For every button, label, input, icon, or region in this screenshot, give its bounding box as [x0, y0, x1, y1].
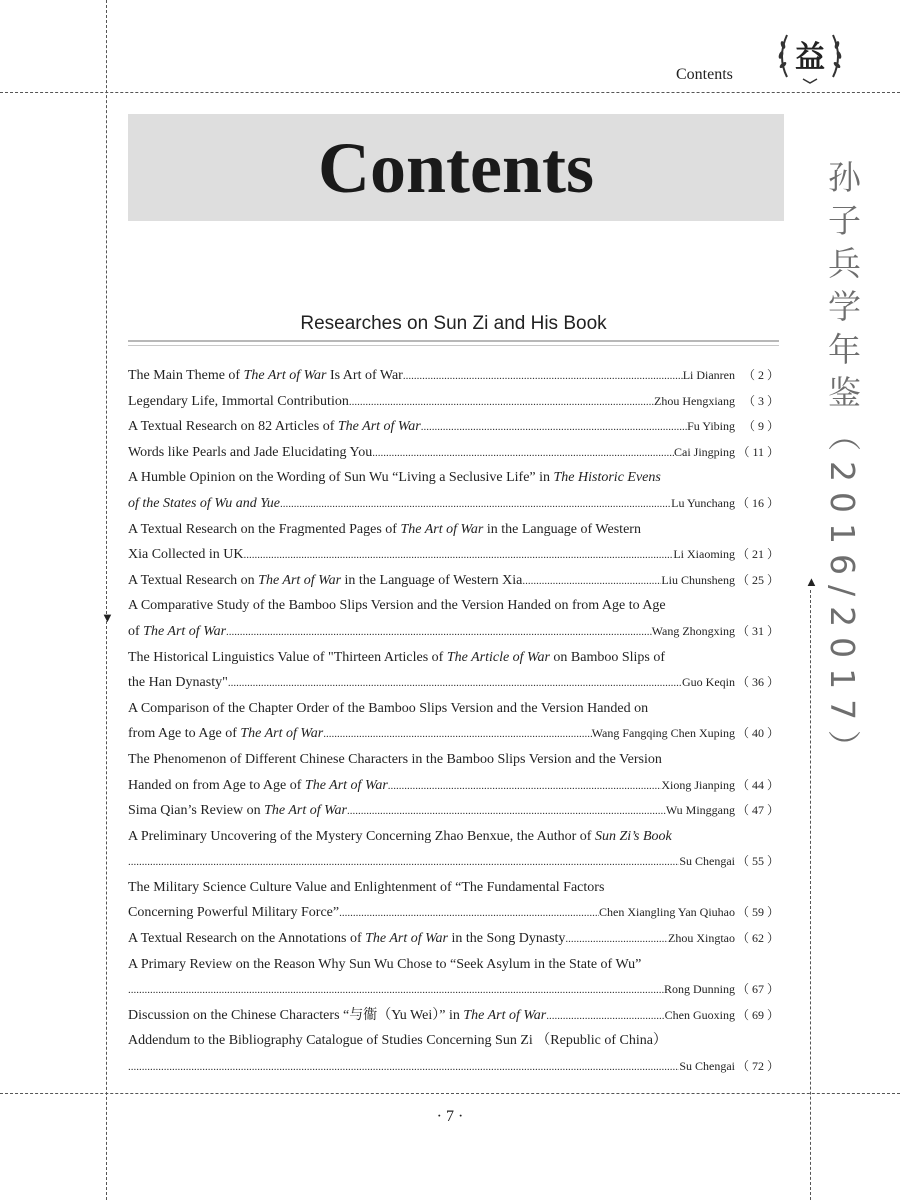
toc-entry-line — [128, 619, 779, 645]
toc-entry-line — [128, 593, 779, 619]
toc-entry[interactable] — [128, 1003, 779, 1029]
toc-text: A Comparison of the Chapter Order of the Bamboo Slips Version and the Version Handed on — [128, 700, 649, 716]
toc-entry-line — [128, 875, 779, 901]
up-arrow-icon: ▲ — [805, 574, 818, 589]
toc-entry-title — [128, 747, 662, 773]
toc-entry-line — [128, 389, 779, 415]
toc-page-number: （ 2 ） — [742, 368, 779, 382]
toc-entry-title — [128, 1003, 546, 1029]
toc-author: Zhou Hengxiang — [654, 393, 735, 408]
toc-entry-title — [128, 593, 666, 619]
leader-dots — [403, 364, 683, 389]
toc-entry[interactable] — [128, 363, 779, 389]
toc-entry-line — [128, 926, 779, 952]
section-rule-thin — [128, 345, 779, 346]
toc-entry-title — [128, 1028, 667, 1054]
toc-text: The Main Theme of — [128, 368, 244, 383]
toc-author: Rong Dunning — [663, 982, 735, 997]
toc-page-number: （ 69 ） — [736, 1007, 779, 1022]
toc-text: Xia Collected in UK — [128, 547, 244, 563]
toc-entry-title — [128, 542, 243, 568]
toc-text: The Military Science Culture Value and Enlightenment of “The Fundamental Factors — [128, 879, 605, 895]
leader-dots — [372, 441, 674, 466]
toc-text: from Age to Age of — [128, 726, 241, 742]
toc-entry-line — [128, 721, 779, 747]
toc-author: Wang Fangqing Chen Xuping — [591, 726, 735, 741]
toc-entry-line — [128, 440, 779, 466]
leader-dots — [228, 671, 682, 696]
toc-italic-title: The Art of War — [243, 368, 327, 383]
toc-entry[interactable] — [128, 414, 779, 440]
leader-dots — [522, 569, 661, 594]
section-heading: Researches on Sun Zi and His Book — [300, 313, 607, 334]
toc-entry[interactable] — [128, 389, 779, 415]
toc-italic-title: Sun Zi’s Book — [594, 828, 672, 844]
toc-author: Wu Minggang — [665, 803, 735, 818]
toc-text: Addendum to the Bibliography Catalogue of Studies Concerning Sun Zi （Republic of China） — [128, 1033, 667, 1049]
toc-text: A Textual Research on the Annotations of — [128, 931, 366, 947]
toc-entry-title — [128, 773, 388, 799]
toc-entry-line — [128, 670, 779, 696]
toc-entry-title — [128, 389, 349, 415]
toc-text: Sima Qian’s Review on — [128, 803, 265, 819]
toc-italic-title: The Art of War — [463, 1007, 547, 1023]
toc-entry-title — [128, 900, 339, 926]
toc-page-number: （ 62 ） — [736, 931, 779, 946]
section-rule — [128, 340, 779, 342]
toc-italic-title: The Art of War — [258, 572, 342, 588]
toc-entry-title — [128, 670, 228, 696]
toc-entry-line — [128, 849, 779, 875]
toc-text: Handed on from Age to Age of — [128, 777, 305, 793]
toc-italic-title: The Article of War — [446, 649, 550, 665]
toc-entry-line — [128, 491, 779, 517]
page-number: · 7 · — [436, 1108, 464, 1125]
toc-text: Legendary Life, Immortal Contribution — [128, 393, 349, 409]
toc-text: in the Language of Western — [483, 521, 641, 537]
toc-page-number: （ 72 ） — [736, 1059, 779, 1074]
toc-entry-title — [128, 491, 280, 517]
toc-italic-title: The Historic Evens — [553, 470, 661, 486]
toc-page-number: （ 11 ） — [737, 444, 779, 459]
toc-author: Su Chengai — [679, 1059, 735, 1074]
toc-text: in the Language of Western Xia — [341, 572, 523, 588]
leader-dots — [388, 774, 662, 799]
toc-italic-title: The Art of War — [365, 931, 448, 947]
toc-text: A Textual Research on — [128, 572, 259, 588]
toc-italic-title: The Art of War — [304, 777, 388, 793]
leader-dots — [323, 722, 591, 747]
toc-text: A Humble Opinion on the Wording of Sun Wu “Living a Seclusive Life” in — [128, 470, 554, 486]
toc-entry-title — [128, 363, 403, 389]
toc-text: Discussion on the Chinese Characters “与衞（Yu Wei）” in — [128, 1007, 464, 1023]
toc-entry[interactable] — [128, 747, 779, 798]
page-title: Contents — [317, 128, 594, 208]
toc-entry-title — [128, 645, 665, 671]
toc-entry-title — [128, 824, 672, 850]
toc-entry-line — [128, 542, 779, 568]
toc-italic-title: of the States of Wu and Yue — [128, 495, 280, 511]
toc-author: Cai Jingping — [673, 444, 735, 459]
leader-dots — [347, 799, 666, 824]
leader-dots — [349, 390, 654, 415]
toc-text: A Primary Review on the Reason Why Sun Wu Chose to “Seek Asylum in the State of Wu” — [128, 956, 642, 972]
toc-entry-title — [128, 952, 641, 978]
yearbook-emblem-icon — [775, 25, 845, 85]
toc-entry[interactable] — [128, 798, 779, 824]
toc-author: Li Dianren — [682, 368, 735, 382]
leader-dots — [339, 901, 599, 926]
toc-italic-title: The Art of War — [264, 803, 347, 819]
toc-page-number: （ 59 ） — [736, 905, 779, 920]
toc-author: Fu Yibing — [687, 419, 735, 434]
toc-entry-title — [128, 875, 604, 901]
toc-entry-title — [128, 721, 323, 747]
footer-dashed-rule — [0, 1093, 900, 1094]
toc-page-number: （ 16 ） — [736, 495, 779, 510]
leader-dots — [546, 1004, 664, 1029]
toc-page-number: （ 21 ） — [736, 547, 779, 562]
toc-page-number: （ 55 ） — [736, 854, 779, 869]
toc-italic-title: The Art of War — [143, 623, 227, 639]
toc-entry-title — [128, 414, 421, 440]
toc-entry[interactable] — [128, 875, 779, 926]
toc-entry-line — [128, 363, 779, 389]
toc-text: The Historical Linguistics Value of "Thirteen Articles of — [128, 649, 447, 665]
toc-text: Concerning Powerful Military Force” — [128, 905, 340, 921]
toc-page-number: （ 31 ） — [736, 623, 779, 638]
emblem-char: 益 — [795, 40, 825, 75]
toc-entry-line — [128, 696, 779, 722]
toc-entry-title — [128, 517, 641, 543]
toc-author: Chen Guoxing — [664, 1007, 735, 1022]
toc-page-number: （ 47 ） — [736, 803, 779, 818]
toc-entry-title — [128, 465, 661, 491]
toc-text: the Han Dynasty" — [128, 675, 228, 691]
toc-page-number: （ 3 ） — [742, 393, 779, 408]
toc-entry-line — [128, 900, 779, 926]
leader-dots — [128, 1055, 679, 1080]
toc-italic-title: The Art of War — [337, 419, 421, 435]
toc-entry[interactable] — [128, 1028, 779, 1079]
toc-author: Wang Zhongxing — [651, 623, 735, 638]
running-header: Contents — [676, 66, 733, 83]
toc-entry[interactable] — [128, 645, 779, 696]
toc-entry-line — [128, 747, 779, 773]
toc-text: on Bamboo Slips of — [549, 649, 666, 665]
toc-entry-title — [128, 568, 522, 594]
toc-text: The Phenomenon of Different Chinese Characters in the Bamboo Slips Version and the Version — [128, 751, 662, 767]
toc-entry-title — [128, 440, 372, 466]
toc-entry-title — [128, 926, 565, 952]
leader-dots — [128, 850, 679, 875]
toc-text: Is Art of War — [326, 368, 403, 383]
title-banner — [128, 114, 784, 221]
toc-entry-line — [128, 517, 779, 543]
toc-entry-line — [128, 568, 779, 594]
toc-italic-title: The Art of War — [400, 521, 484, 537]
toc-author: Lu Yunchang — [671, 495, 735, 510]
left-dashed-rule — [106, 0, 107, 1200]
toc-author: Su Chengai — [679, 854, 735, 869]
toc-entry-title — [128, 798, 347, 824]
header-dashed-rule — [0, 92, 900, 93]
toc-page-number: （ 40 ） — [736, 726, 779, 741]
leader-dots — [243, 543, 673, 568]
toc-italic-title: The Art of War — [240, 726, 324, 742]
toc-entry-line — [128, 824, 779, 850]
leader-dots — [128, 978, 664, 1003]
toc-text: A Preliminary Uncovering of the Mystery Concerning Zhao Benxue, the Author of — [128, 828, 595, 844]
toc-text: A Comparative Study of the Bamboo Slips Version and the Version Handed on from Age to Age — [128, 598, 666, 614]
toc-page-number: （ 9 ） — [742, 419, 779, 434]
toc-entry[interactable] — [128, 824, 779, 875]
toc-entry-line — [128, 1003, 779, 1029]
leader-dots — [565, 927, 668, 952]
toc-entry[interactable] — [128, 926, 779, 952]
toc-text: A Textual Research on 82 Articles of — [128, 419, 338, 435]
toc-text: in the Song Dynasty — [447, 931, 566, 947]
leader-dots — [280, 492, 671, 517]
leader-dots — [226, 620, 652, 645]
toc-entry[interactable] — [128, 696, 779, 747]
toc-entry[interactable] — [128, 440, 779, 466]
toc-entry-line — [128, 798, 779, 824]
toc-entry-line — [128, 1054, 779, 1080]
toc-entry-line — [128, 645, 779, 671]
toc-author: Li Xiaoming — [673, 547, 735, 562]
toc-text: A Textual Research on the Fragmented Pages of — [128, 521, 401, 537]
toc-entry-line — [128, 952, 779, 978]
toc-page-number: （ 36 ） — [736, 675, 779, 690]
toc-page-number: （ 44 ） — [736, 777, 779, 792]
toc-page-number: （ 25 ） — [736, 572, 779, 587]
toc-author: Guo Keqin — [682, 675, 735, 690]
leader-dots — [421, 415, 687, 440]
toc-entry[interactable] — [128, 568, 779, 594]
toc-author: Liu Chunsheng — [661, 572, 735, 587]
toc-entry[interactable] — [128, 465, 779, 516]
toc-entry-line — [128, 414, 779, 440]
toc-entry-line — [128, 977, 779, 1003]
toc-text: of — [128, 623, 144, 639]
toc-author: Zhou Xingtao — [668, 931, 735, 946]
toc-author: Xiong Jianping — [661, 777, 735, 792]
toc-entry-line — [128, 1028, 779, 1054]
toc-list — [128, 363, 779, 1080]
toc-entry-title — [128, 696, 648, 722]
toc-entry-line — [128, 773, 779, 799]
toc-author: Chen Xiangling Yan Qiuhao — [599, 905, 735, 920]
toc-entry[interactable] — [128, 517, 779, 568]
toc-entry[interactable] — [128, 952, 779, 1003]
toc-page-number: （ 67 ） — [736, 982, 779, 997]
toc-entry-line — [128, 465, 779, 491]
toc-entry-title — [128, 619, 226, 645]
toc-entry[interactable] — [128, 593, 779, 644]
down-arrow-icon: ▼ — [101, 610, 114, 625]
toc-text: Words like Pearls and Jade Elucidating You — [128, 444, 373, 460]
vertical-book-title: 孙子兵学年鉴（2016/2017） — [823, 160, 862, 774]
